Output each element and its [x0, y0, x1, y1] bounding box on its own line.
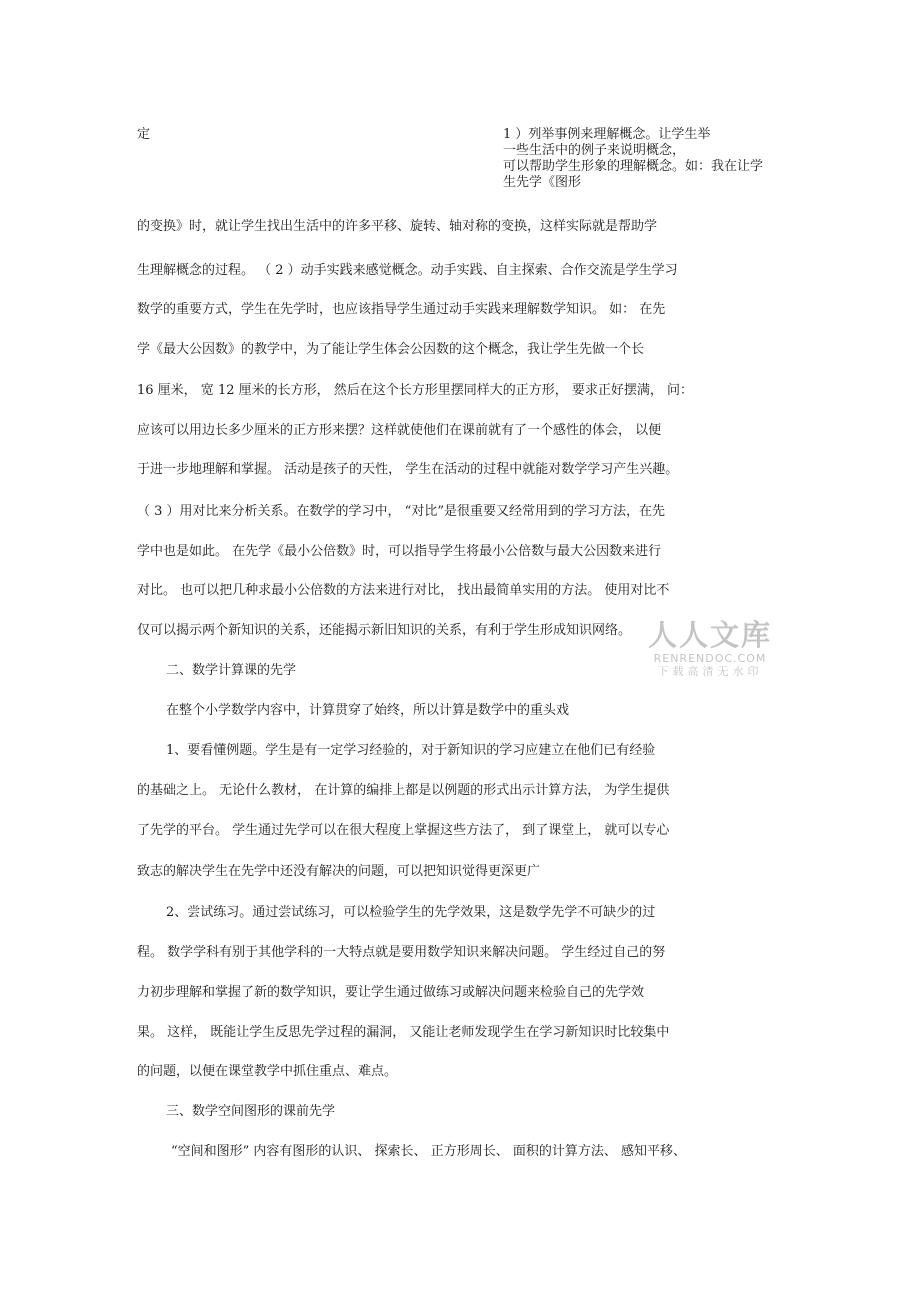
text-line: 仅可以揭示两个新知识的关系，还能揭示新旧知识的关系，有利于学生形成知识网络。	[137, 623, 632, 638]
text-line: 16 厘米， 宽 12 厘米的长方形， 然后在这个长方形里摆同样大的正方形， 要求正好摆满， 问：	[137, 383, 694, 398]
text-line: 致志的解决学生在先学中还没有解决的问题，可以把知识觉得更深更广	[137, 864, 541, 879]
section-heading: 二、数学计算课的先学	[166, 663, 297, 678]
text-line: 数学的重要方式，学生在先学时，也应该指导学生通过动手实践来理解数学知识。 如： 在先	[137, 302, 666, 317]
text-line: 1、要看懂例题。学生是有一定学习经验的，对于新知识的学习应建立在他们已有经验	[166, 743, 656, 758]
section-heading: 三、数学空间图形的课前先学	[166, 1104, 336, 1119]
text-line: 的问题，以便在课堂教学中抓住重点、难点。	[137, 1064, 398, 1079]
text-line: 的变换》时，就让学生找出生活中的许多平移、旋转、轴对称的变换，这样实际就是帮助学	[137, 219, 658, 234]
watermark-logo	[645, 618, 775, 679]
text-line: 在整个小学数学内容中，计算贯穿了始终，所以计算是数学中的重头戏	[166, 703, 570, 718]
watermark-slogan: 下载高清无水印	[657, 665, 763, 678]
text-line: 对比。 也可以把几种求最小公倍数的方法来进行对比， 找出最简单实用的方法。 使用对比不	[137, 583, 670, 598]
text-line: 的基础之上。 无论什么教材， 在计算的编排上都是以例题的形式出示计算方法， 为学生提供	[137, 783, 670, 798]
text-line: 程。 数学学科有别于其他学科的一大特点就是要用数学知识来解决问题。 学生经过自己的努	[137, 945, 666, 960]
text-line: 力初步理解和掌握了新的数学知识，要让学生通过做练习或解决问题来检验自己的先学效	[137, 985, 645, 1000]
sidebar-line: 一些生活中的例子来说明概念，	[503, 143, 686, 158]
text-line: 生理解概念的过程。 （ 2 ）动手实践来感觉概念。动手实践、自主探索、合作交流是学生学习	[137, 263, 678, 278]
text-line: 应该可以用边长多少厘米的正方形来摆？这样就使他们在课前就有了一个感性的体会， 以便	[137, 423, 662, 438]
text-line: 学《最大公因数》的教学中，为了能让学生体会公因数的这个概念，我让学生先做一个长	[137, 342, 645, 357]
sidebar-line: 生先学《图形	[503, 175, 582, 190]
watermark-site: RENRENDOC.COM	[653, 652, 767, 665]
sidebar-line: 可以帮助学生形象的理解概念。如：我在让学	[503, 159, 764, 174]
text-line: 果。 这样， 既能让学生反思先学过程的漏洞， 又能让老师发现学生在学习新知识时比较集中	[137, 1025, 670, 1040]
text-line: （ 3 ）用对比来分析关系。在数学的学习中， “对比”是很重要又经常用到的学习方法，在先	[137, 504, 665, 519]
text-fragment: 定	[137, 127, 151, 142]
sidebar-paragraph	[503, 127, 783, 191]
watermark-title: 人人文库	[647, 618, 772, 652]
text-line: 了先学的平台。 学生通过先学可以在很大程度上掌握这些方法了， 到了课堂上， 就可以专心	[137, 823, 670, 838]
text-line: 2、尝试练习。通过尝试练习，可以检验学生的先学效果，这是数学先学不可缺少的过	[166, 905, 656, 920]
text-line: 学中也是如此。 在先学《最小公倍数》时，可以指导学生将最小公倍数与最大公因数来进行	[137, 544, 662, 559]
text-line: 于进一步地理解和掌握。 活动是孩子的天性， 学生在活动的过程中就能对数学学习产生兴趣。	[137, 462, 679, 477]
sidebar-line: 1 ）列举事例来理解概念。让学生举	[503, 127, 711, 142]
text-line: “空间和图形” 内容有图形的认识、 探索长、 正方形周长、 面积的计算方法、 感知平移、	[171, 1144, 686, 1159]
